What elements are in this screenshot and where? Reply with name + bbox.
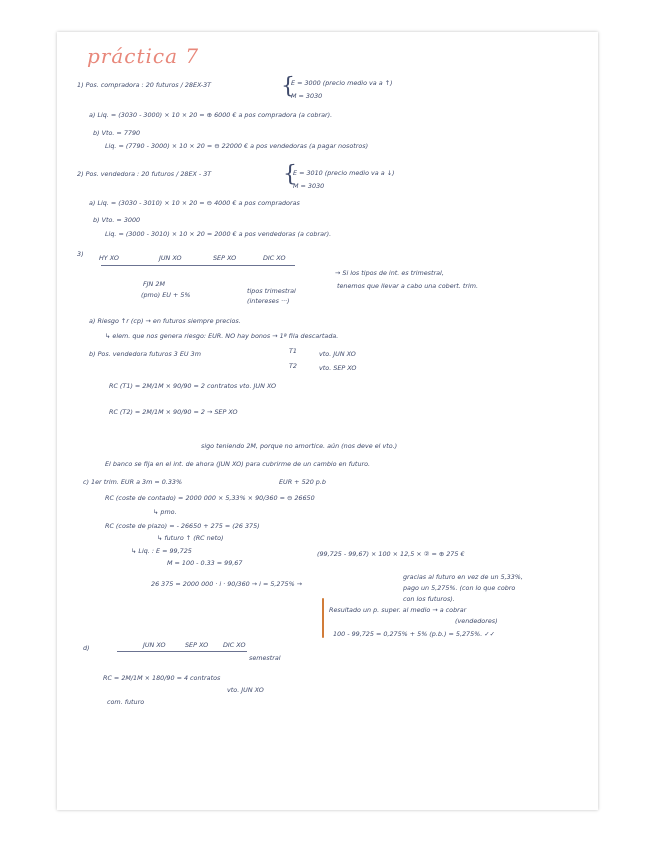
brace-2: { [283, 162, 297, 187]
ex3-label: 3) [77, 250, 84, 258]
ex3-keeping: sigo teniendo 2M, porque no amortice. aún (nos deve el vto.) [201, 442, 398, 450]
ex3-b-vto-jun: vto. JUN XO [319, 350, 356, 358]
orange-bracket [322, 598, 324, 638]
rc-d-note: com. futuro [107, 698, 145, 706]
ex2-b: b) Vto. = 3000 [93, 216, 141, 224]
interest-note-1: gracias al futuro en vez de un 5,33%, [403, 573, 523, 581]
ex1-a: a) Liq. = (3030 - 3000) × 10 × 20 = ⊕ 6000 € a pos compradora (a cobrar). [89, 111, 333, 119]
ex2-e: E = 3010 (precio medio va a ↓) [293, 169, 395, 177]
rc-contado: RC (coste de contado) = 2000 000 × 5,33% × 90/360 = ⊖ 26650 [105, 494, 315, 502]
interest-note-3: con los futuros). [403, 595, 455, 603]
ex3-b: b) Pos. vendedora futuros 3 EU 3m [89, 350, 201, 358]
ex1-b-liq: Liq. = (7790 - 3000) × 10 × 20 = ⊖ 22000 € a pos vendedoras (a pagar nosotros) [105, 142, 369, 150]
ex3-note-2: tenemos que llevar a cabo una cobert. trim. [337, 282, 479, 290]
ex2-m: M = 3030 [293, 182, 325, 190]
interest-note-2: pago un 5,275%. (con lo que cobro [403, 584, 516, 592]
rc-plazo: RC (coste de plazo) = - 26650 + 275 = (26 375) [105, 522, 260, 530]
result-calc: 100 - 99,725 = 0,275% + 5% (p.b.) = 5,275%. ✓✓ [333, 630, 496, 638]
brace-1: { [281, 74, 295, 99]
rc-contado-pmo: ↳ pmo. [153, 508, 177, 516]
ex3-c-pb: EUR + 520 p.b [279, 478, 326, 486]
ex1-header: 1) Pos. compradora : 20 futuros / 28EX-3T [77, 81, 212, 89]
timeline-d-semestral: semestral [249, 654, 281, 662]
timeline-d-dic: DIC XO [223, 641, 246, 649]
ex3-a: a) Riesgo ↑r (cp) → en futuros siempre precios. [89, 317, 241, 325]
ex3-c: c) 1er trim. EUR a 3m = 0.33% [83, 478, 183, 486]
ex3-b-t2: T2 [289, 362, 297, 370]
ex1-m: M = 3030 [291, 92, 323, 100]
timeline-jun: JUN XO [159, 254, 182, 262]
liq-m: M = 100 - 0.33 = 99,67 [167, 559, 243, 567]
result-note: Resultado un p. super. al medio → a cobrar [329, 606, 467, 614]
timeline-line [101, 265, 295, 266]
ex3-b-t1: T1 [289, 347, 297, 355]
rc-t2: RC (T2) = 2M/1M × 90/90 = 2 → SEP XO [109, 408, 238, 416]
timeline-d-line [117, 651, 247, 652]
rc-d-vto: vto. JUN XO [227, 686, 264, 694]
timeline-d-jun: JUN XO [143, 641, 166, 649]
rc-plazo-neto: ↳ futuro ↑ (RC neto) [157, 534, 224, 542]
ex3-a-sub: ↳ elem. que nos genera riesgo: EUR. NO hay bonos → 1ª fila descartada. [105, 332, 339, 340]
ex1-b: b) Vto. = 7790 [93, 129, 141, 137]
timeline-sep: SEP XO [213, 254, 237, 262]
result-note-vend: (vendedores) [455, 617, 498, 625]
rc-t1: RC (T1) = 2M/1M × 90/90 = 2 contratos vto. JUN XO [109, 382, 277, 390]
notebook-page [57, 32, 598, 810]
rc-d: RC = 2M/1M × 180/90 = 4 contratos [103, 674, 221, 682]
liq-e: ↳ Liq. : E = 99,725 [131, 547, 192, 555]
ex3-pmo: (pmo) EU + 5% [141, 291, 191, 299]
timeline-hyxo: HY XO [99, 254, 119, 262]
liq-calc: (99,725 - 99,67) × 100 × 12,5 × ② = ⊕ 275 € [317, 550, 465, 558]
ex3-intereses: (intereses ···) [247, 297, 290, 305]
ex3-fjn: FJN 2M [143, 280, 165, 288]
ex2-b-liq: Liq. = (3000 - 3010) × 10 × 20 = 2000 € a pos vendedoras (a cobrar). [105, 230, 332, 238]
ex3-d: d) [83, 644, 90, 652]
ex3-tipos: tipos trimestral [247, 287, 296, 295]
page-title: práctica 7 [87, 44, 200, 68]
timeline-d-sep: SEP XO [185, 641, 209, 649]
ex3-note-1: → Si los tipos de int. es trimestral, [335, 269, 444, 277]
interest-eq: 26 375 = 2000 000 · i · 90/360 → i = 5,275% → [151, 580, 303, 588]
ex3-b-vto-sep: vto. SEP XO [319, 364, 357, 372]
timeline-dic: DIC XO [263, 254, 286, 262]
ex1-e: E = 3000 (precio medio va a ↑) [291, 79, 393, 87]
ex2-header: 2) Pos. vendedora : 20 futuros / 28EX - 3T [77, 170, 212, 178]
ex3-bank: El banco se fija en el int. de ahora (JUN XO) para cubrirme de un cambio en futuro. [105, 460, 371, 468]
ex2-a: a) Liq. = (3030 - 3010) × 10 × 20 = ⊖ 4000 € a pos compradoras [89, 199, 300, 207]
